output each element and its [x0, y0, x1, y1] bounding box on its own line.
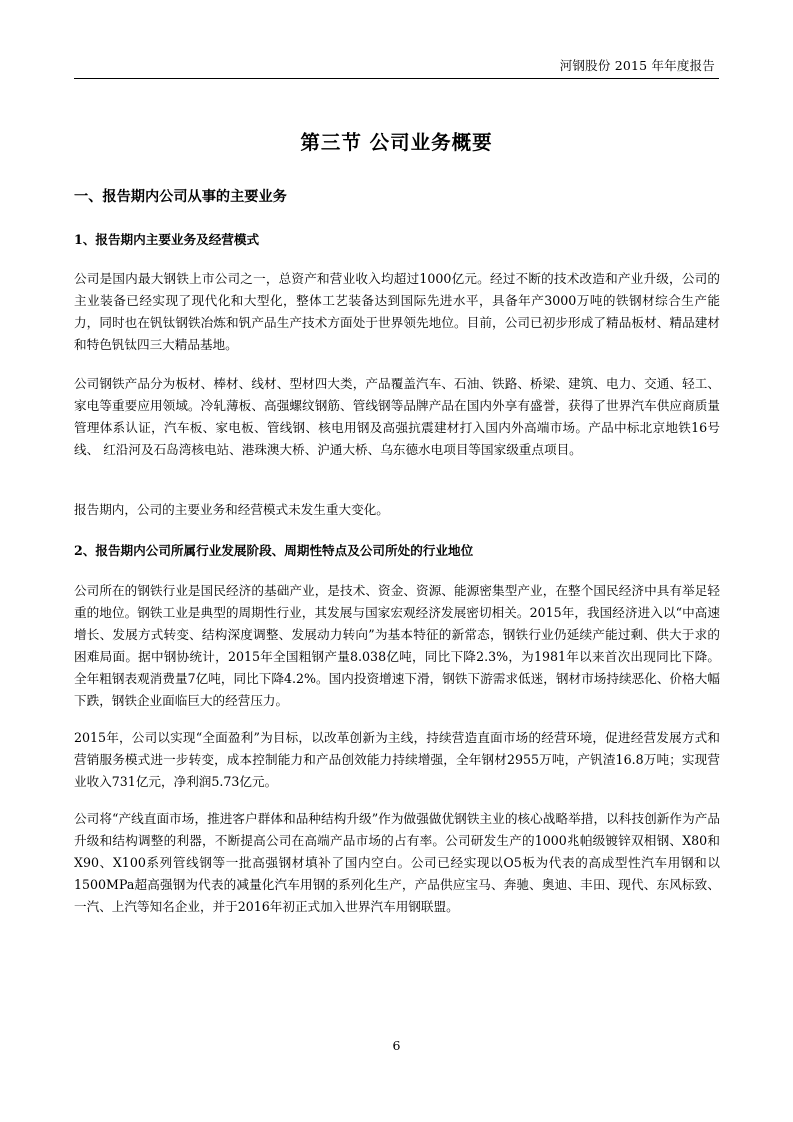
running-header: 河钢股份 2015 年年度报告	[559, 58, 715, 73]
subsection-heading-1: 1、报告期内主要业务及经营模式	[74, 232, 260, 247]
paragraph-no-change: 报告期内，公司的主要业务和经营模式未发生重大变化。	[74, 502, 389, 517]
part-heading: 一、报告期内公司从事的主要业务	[74, 189, 287, 205]
page-number: 6	[392, 1038, 401, 1053]
paragraph-industry: 公司所在的钢铁行业是国民经济的基础产业，是技术、资金、资源、能源密集型产业，在整个国民经济中具有举足轻重的地位。钢铁工业是典型的周期性行业，其发展与国家宏观经济发展密切相关。2015年，我国经济进入以“中高速增长、发展方式转变、结构深度调整、发展动力转向”为基本特征的新常态，钢铁行业仍延续产能过剩、供大于求的困难局面。据中钢协统计，2015年全国粗钢产量8.038亿吨，同比下降2.3%，为1981年以来首次出现同比下降。全年粗钢表观消费量7亿吨，同比下降4.2%。国内投资增速下滑，钢铁下游需求低迷，钢材市场持续恶化、价格大幅下跌，钢铁企业面临巨大的经营压力。	[74, 583, 720, 709]
subsection-heading-2: 2、报告期内公司所属行业发展阶段、周期性特点及公司所处的行业地位	[74, 543, 474, 558]
paragraph-company-overview: 公司是国内最大钢铁上市公司之一，总资产和营业收入均超过1000亿元。经过不断的技术改造和产业升级，公司的主业装备已经实现了现代化和大型化，整体工艺装备达到国际先进水平，具备年产3000万吨的铁钢材综合生产能力，同时也在钒钛钢铁冶炼和钒产品生产技术方面处于世界领先地位。目前，公司已初步形成了精品板材、精品建材和特色钒钛四三大精品基地。	[74, 271, 720, 353]
section-title: 第三节 公司业务概要	[300, 131, 493, 154]
paragraph-products: 公司钢铁产品分为板材、棒材、线材、型材四大类，产品覆盖汽车、石油、铁路、桥梁、建筑、电力、交通、轻工、家电等重要应用领域。冷轧薄板、高强螺纹钢筋、管线钢等品牌产品在国内外享有盛誉，获得了世界汽车供应商质量管理体系认证，汽车板、家电板、管线钢、核电用钢及高强抗震建材打入国内外高端市场。产品中标北京地铁16号线、 红沿河及石岛湾核电站、港珠澳大桥、沪通大桥、乌东德水电项目等国家级重点项目。	[74, 376, 720, 458]
paragraph-2015-results: 2015年，公司以实现“全面盈利”为目标，以改革创新为主线，持续营造直面市场的经营环境，促进经营发展方式和营销服务模式进一步转变，成本控制能力和产品创效能力持续增强，全年钢材2955万吨，产钒渣16.8万吨；实现营业收入731亿元，净利润5.73亿元。	[74, 730, 720, 790]
header-divider	[74, 78, 719, 79]
paragraph-strategy: 公司将“产线直面市场，推进客户群体和品种结构升级”作为做强做优钢铁主业的核心战略举措，以科技创新作为产品升级和结构调整的利器，不断提高公司在高端产品市场的占有率。公司研发生产的1000兆帕级镀锌双相钢、X80和X90、X100系列管线钢等一批高强钢材填补了国内空白。公司已经实现以O5板为代表的高成型性汽车用钢和以1500MPa超高强钢为代表的减量化汽车用钢的系列化生产，产品供应宝马、奔驰、奥迪、丰田、现代、东风标致、一汽、上汽等知名企业，并于2016年初正式加入世界汽车用钢联盟。	[74, 811, 720, 915]
